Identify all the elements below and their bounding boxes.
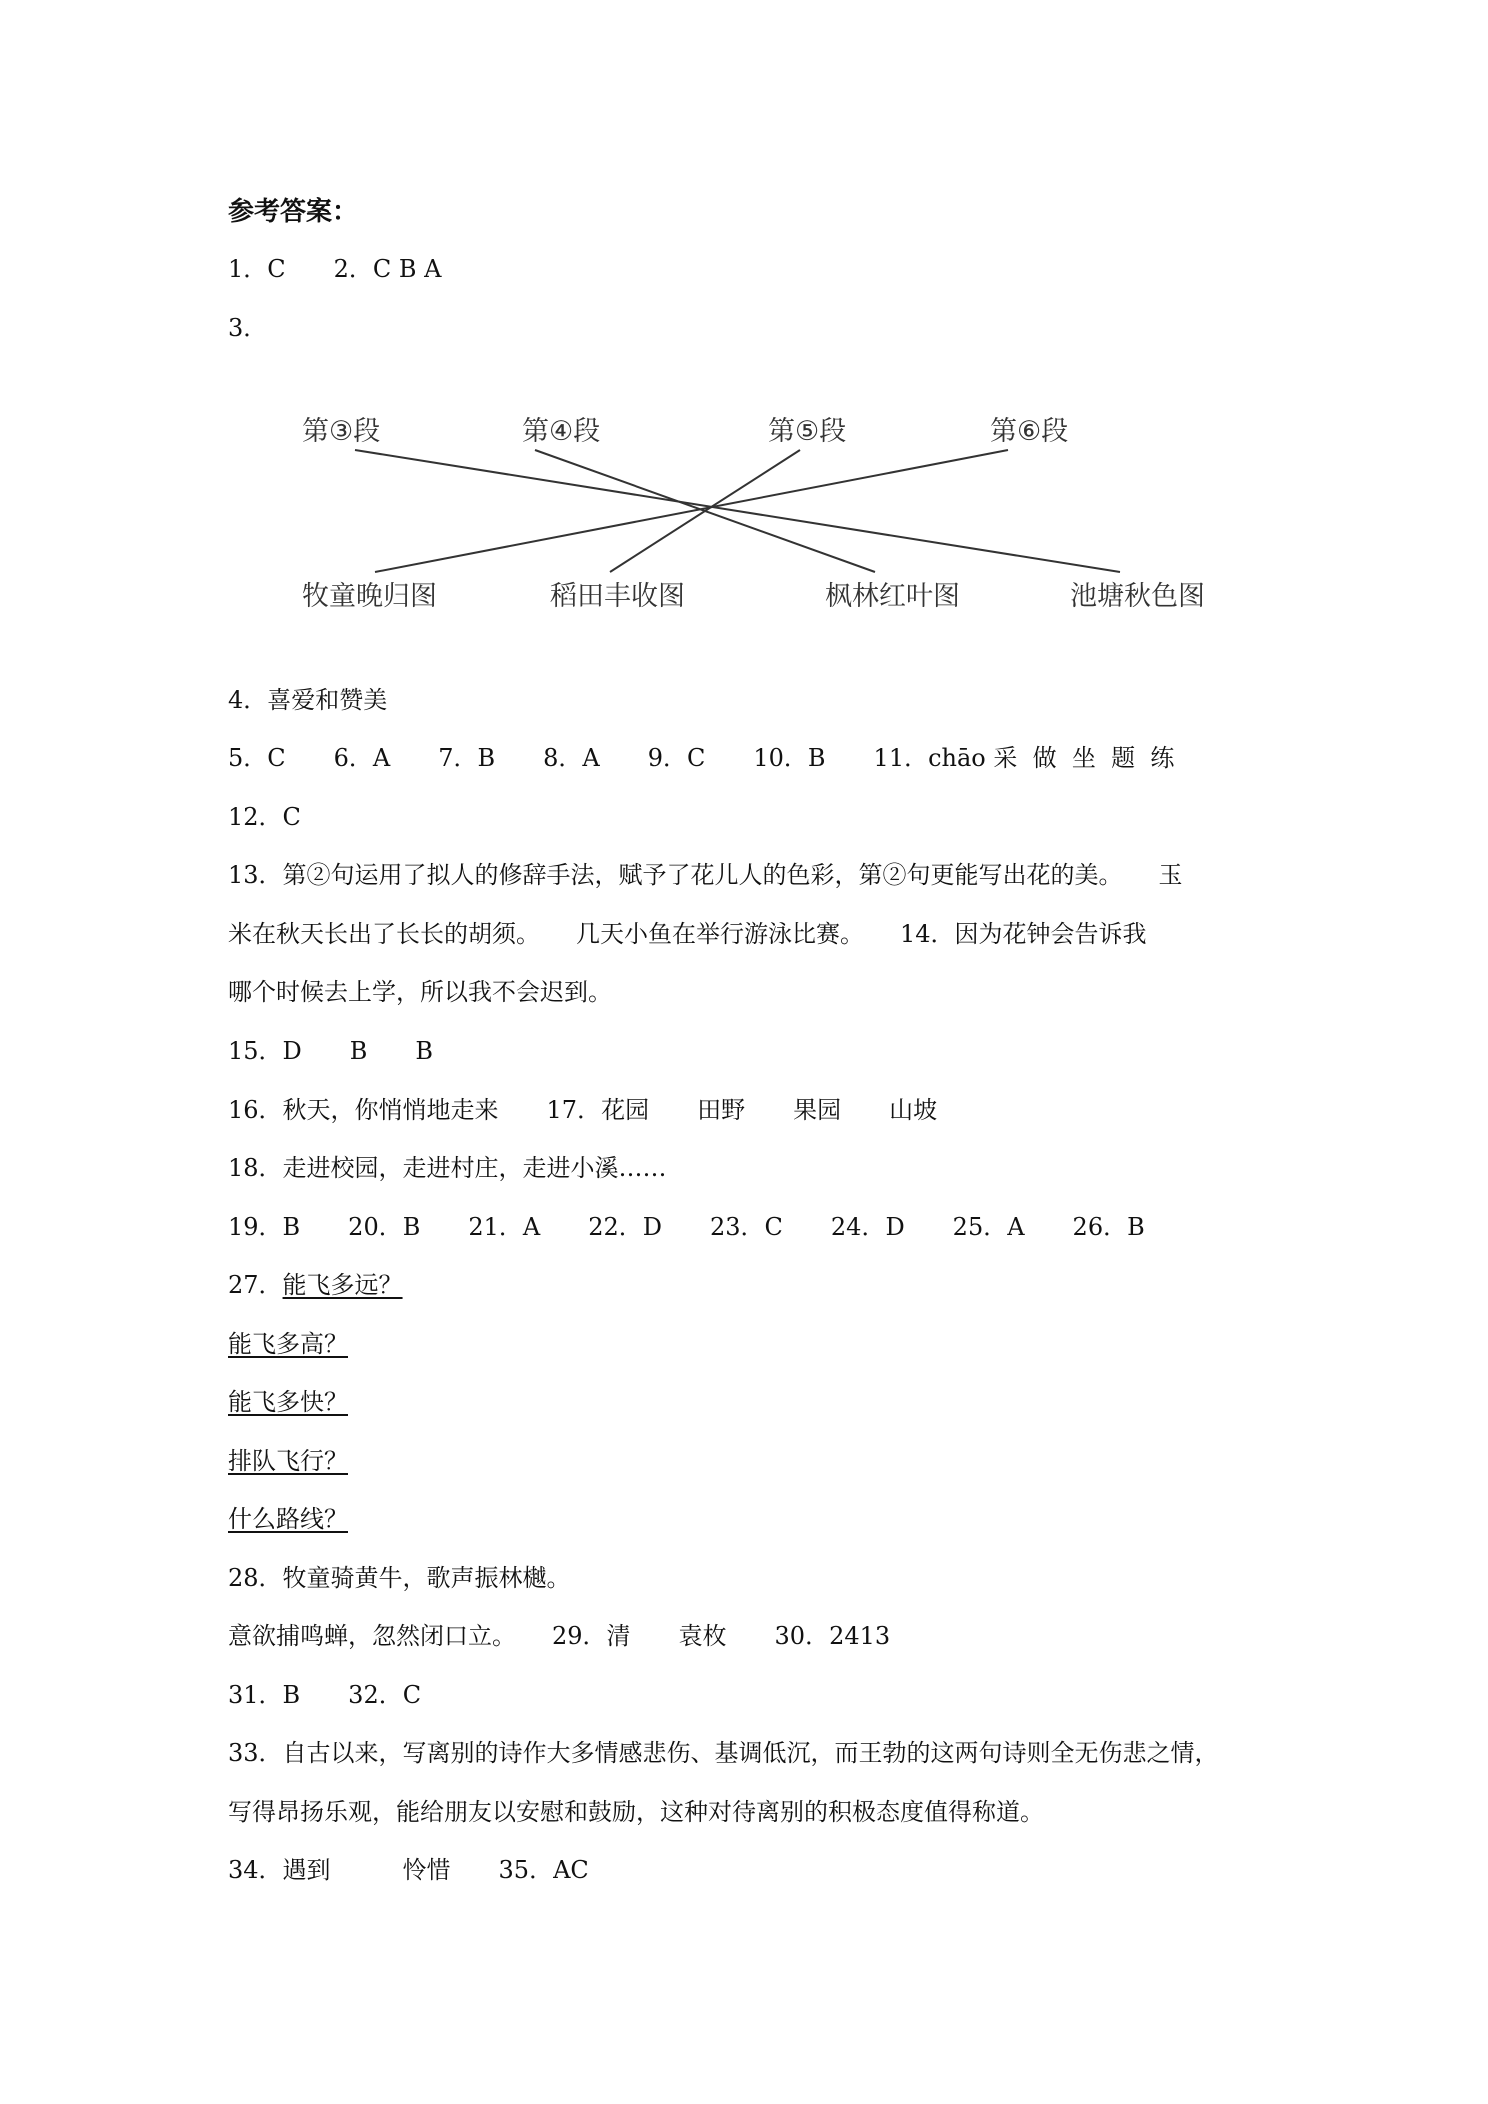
- answer-line: 28．牧童骑黄牛，歌声振林樾。: [228, 1564, 571, 1592]
- q27-line: [228, 1269, 403, 1301]
- match-bottom-label: 枫林红叶图: [825, 581, 960, 612]
- answer-line: 写得昂扬乐观，能给朋友以安慰和鼓励，这种对待离别的积极态度值得称道。: [228, 1798, 1044, 1826]
- match-line: [610, 450, 800, 572]
- answer-line: 15．D B B: [228, 1037, 434, 1065]
- answer-line: 意欲捕鸣蝉，忽然闭口立。 29．清 袁枚 30．2413: [228, 1622, 891, 1650]
- q27-answer: 什么路线？: [228, 1505, 348, 1533]
- answer-line: 4．喜爱和赞美: [228, 686, 388, 714]
- match-top-label: 第⑥段: [990, 416, 1069, 447]
- answer-line: 3．: [228, 314, 268, 342]
- answer-line: 1．C 2．C B A: [228, 255, 442, 283]
- answer-line: 33．自古以来，写离别的诗作大多情感悲伤、基调低沉，而王勃的这两句诗则全无伤悲之情，: [228, 1739, 1219, 1767]
- answer-line: 18．走进校园，走进村庄，走进小溪……: [228, 1154, 667, 1182]
- answer-line: 34．遇到 怜惜 35．AC: [228, 1856, 589, 1884]
- q27-answer: 排队飞行？: [228, 1447, 348, 1475]
- match-bottom-label: 牧童晚归图: [302, 581, 437, 612]
- q27-answer: 能飞多远？: [282, 1271, 403, 1299]
- match-top-label: 第③段: [302, 416, 381, 447]
- match-top-label: 第④段: [522, 416, 601, 447]
- q27-answer: 能飞多快？: [228, 1388, 348, 1416]
- match-top-label: 第⑤段: [768, 416, 847, 447]
- answer-line: 16．秋天，你悄悄地走来 17．花园 田野 果园 山坡: [228, 1096, 938, 1124]
- answer-line: 哪个时候去上学，所以我不会迟到。: [228, 978, 612, 1006]
- answer-line: 5．C 6．A 7．B 8．A 9．C 10．B 11．chāo 采 做 坐 题 练: [228, 744, 1175, 772]
- answer-line: 31．B 32．C: [228, 1681, 422, 1709]
- answer-line: 米在秋天长出了长长的胡须。 几天小鱼在举行游泳比赛。 14．因为花钟会告诉我: [228, 920, 1147, 948]
- q27-number: 27．: [228, 1271, 283, 1299]
- answer-line: 13．第②句运用了拟人的修辞手法，赋予了花儿人的色彩，第②句更能写出花的美。 玉: [228, 861, 1183, 889]
- matching-diagram: [290, 400, 1250, 630]
- page-title: 参考答案：: [228, 197, 359, 227]
- answer-line: 12．C: [228, 803, 301, 831]
- q27-answer: 能飞多高？: [228, 1330, 348, 1358]
- match-bottom-label: 稻田丰收图: [550, 581, 685, 612]
- match-bottom-label: 池塘秋色图: [1070, 581, 1205, 612]
- answer-line: 19．B 20．B 21．A 22．D 23．C 24．D 25．A 26．B: [228, 1213, 1145, 1241]
